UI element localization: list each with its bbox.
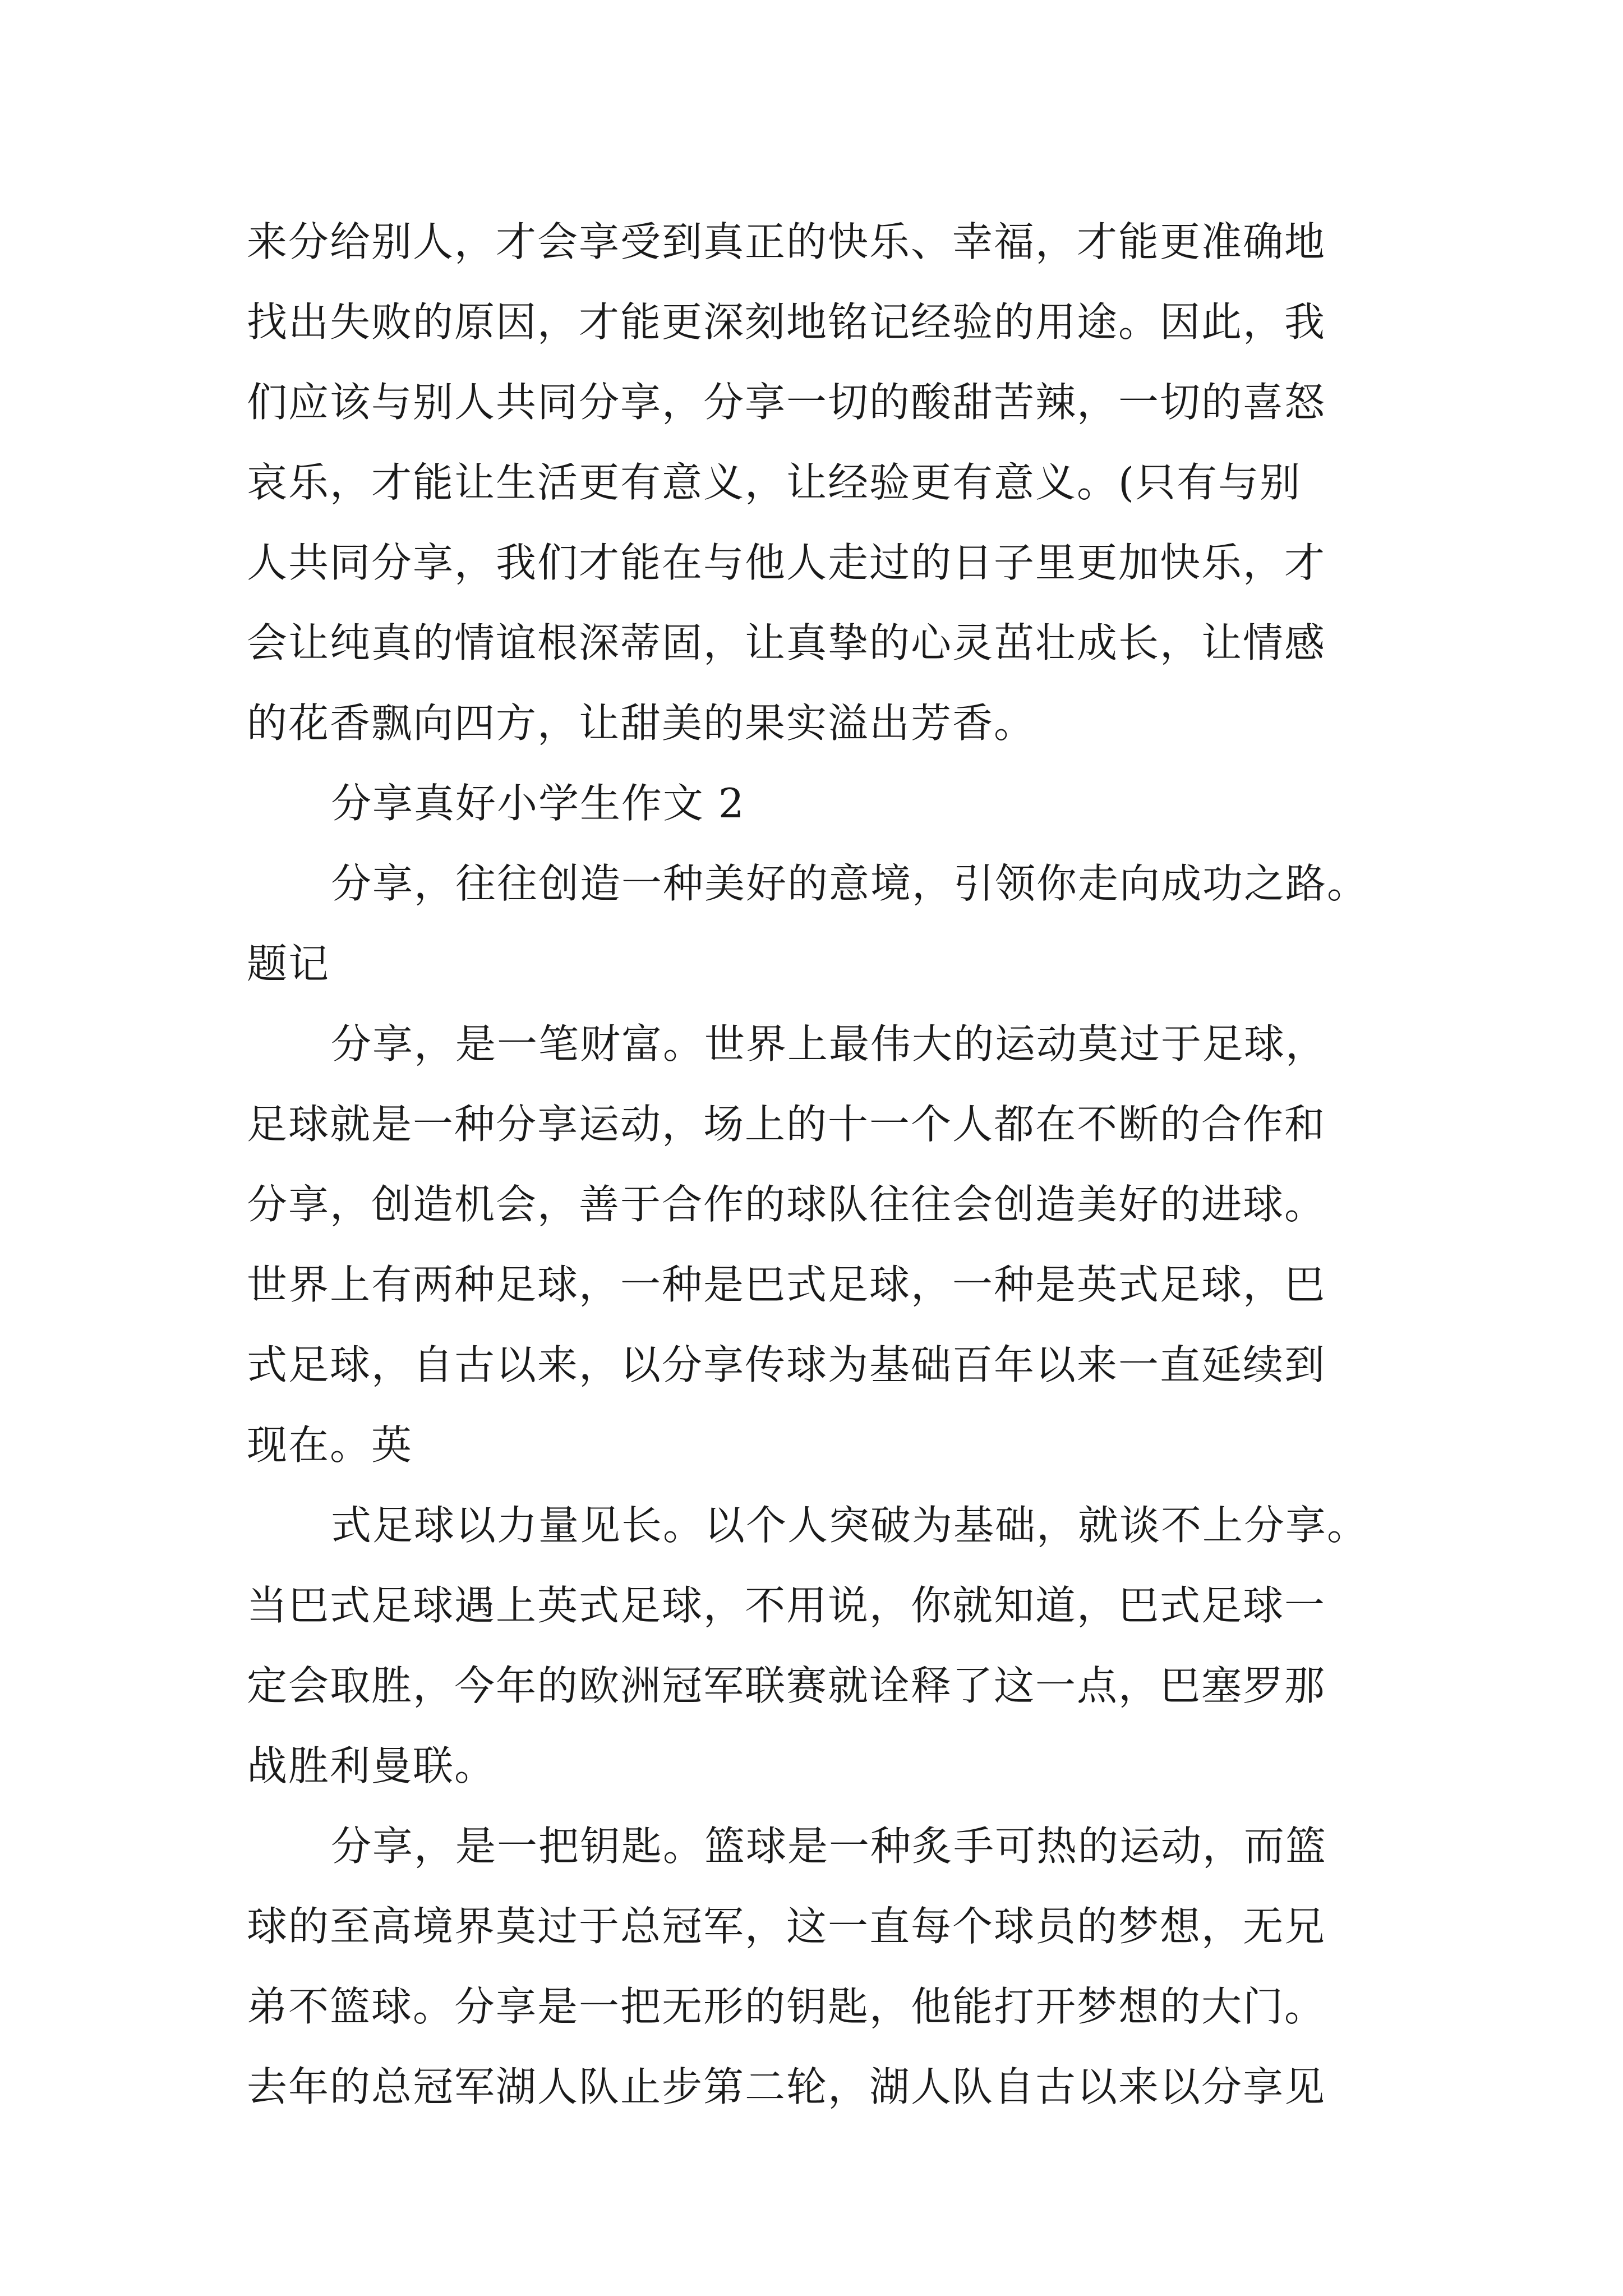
text-line: 定会取胜，今年的欧洲冠军联赛就诠释了这一点，巴塞罗那: [247, 1662, 1326, 1709]
text-line: 人共同分享，我们才能在与他人走过的日子里更加快乐，才: [247, 539, 1326, 586]
text-line: 会让纯真的情谊根深蒂固，让真挚的心灵茁壮成长，让情感: [247, 619, 1326, 666]
text-line: 式足球，自古以来，以分享传球为基础百年以来一直延续到: [247, 1341, 1326, 1388]
text-line: 现在。英: [247, 1421, 413, 1469]
text-line: 分享，是一把钥匙。篮球是一种炙手可热的运动，而篮: [331, 1823, 1327, 1870]
article-body: [247, 202, 1391, 2127]
text-line: 哀乐，才能让生活更有意义，让经验更有意义。(只有与别: [247, 459, 1302, 506]
text-line: 分享，是一笔财富。世界上最伟大的运动莫过于足球，: [331, 1020, 1327, 1068]
text-line: 足球就是一种分享运动，场上的十一个人都在不断的合作和: [247, 1101, 1326, 1148]
text-line: 题记: [247, 940, 330, 987]
text-line: 分享，往往创造一种美好的意境，引领你走向成功之路。: [331, 860, 1369, 907]
text-line: 弟不篮球。分享是一把无形的钥匙，他能打开梦想的大门。: [247, 1983, 1326, 2030]
text-line: 球的至高境界莫过于总冠军，这一直每个球员的梦想，无兄: [247, 1903, 1326, 1950]
text-line: 找出失败的原因，才能更深刻地铭记经验的用途。因此，我: [247, 298, 1326, 346]
section-title: 分享真好小学生作文 2: [331, 780, 745, 827]
text-line: 的花香飘向四方，让甜美的果实溢出芳香。: [247, 700, 1036, 747]
text-line: 们应该与别人共同分享，分享一切的酸甜苦辣，一切的喜怒: [247, 379, 1326, 426]
text-line: 来分给别人，才会享受到真正的快乐、幸福，才能更准确地: [247, 218, 1326, 265]
text-line: 分享，创造机会，善于合作的球队往往会创造美好的进球。: [247, 1181, 1326, 1228]
text-line: 当巴式足球遇上英式足球，不用说，你就知道，巴式足球一: [247, 1582, 1326, 1629]
text-line: 式足球以力量见长。以个人突破为基础，就谈不上分享。: [331, 1502, 1369, 1549]
text-line: 世界上有两种足球，一种是巴式足球，一种是英式足球，巴: [247, 1261, 1326, 1308]
text-line: 战胜利曼联。: [247, 1742, 496, 1789]
text-line: 去年的总冠军湖人队止步第二轮，湖人队自古以来以分享见: [247, 2063, 1326, 2110]
